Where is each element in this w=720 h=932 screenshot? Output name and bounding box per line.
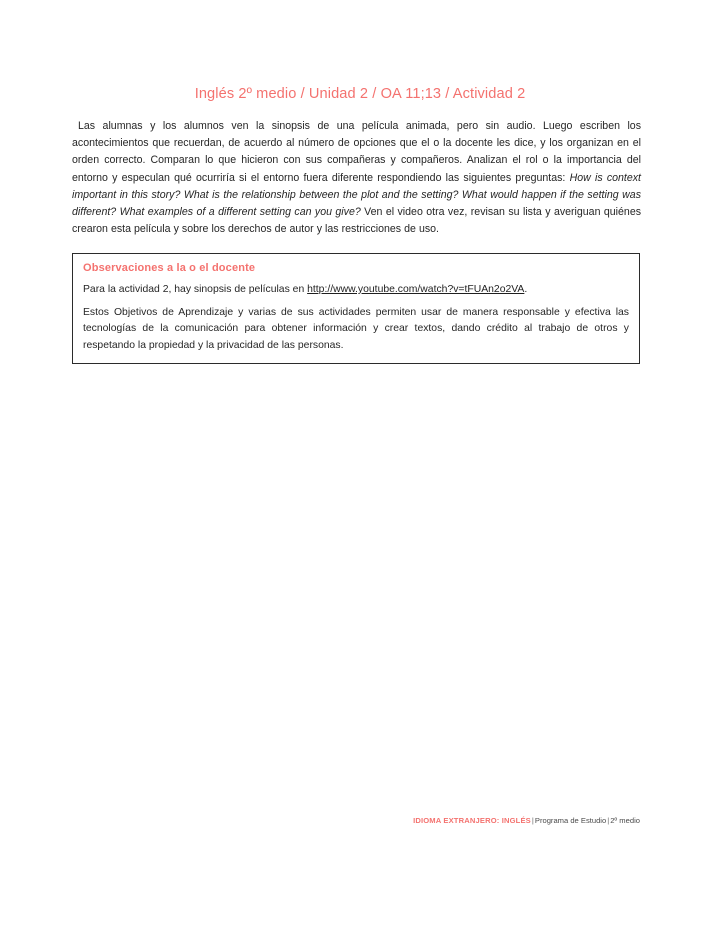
activity-body: [72, 118, 641, 238]
footer-separator-2: |: [607, 816, 610, 825]
observations-box: [72, 253, 640, 364]
activity-text-part-2: Ven el video otra vez, revisan su lista y averiguan quiénes crearon esta película y sobre los derechos de autor y las restricciones de uso.: [72, 206, 642, 236]
observations-paragraph-1: [83, 282, 629, 298]
page-footer: [0, 815, 720, 826]
footer-level: 2º medio: [610, 816, 640, 825]
footer-subject: IDIOMA EXTRANJERO: INGLÉS: [413, 816, 531, 825]
footer-program: Programa de Estudio: [534, 816, 607, 825]
youtube-link[interactable]: http://www.youtube.com/watch?v=tFUAn2o2VA: [307, 284, 525, 295]
observations-link-suffix: .: [524, 284, 528, 295]
observations-paragraph-2: Estos Objetivos de Aprendizaje y varias de sus actividades permiten usar de manera responsable y efectiva las tecnologías de la comunicación para obtener información y crear textos, dando crédito al trabajo de otros y respetando la propiedad y la privacidad de las personas.: [83, 307, 629, 351]
observations-heading: Observaciones a la o el docente: [83, 262, 256, 274]
activity-english-questions: How is context important in this story? What is the relationship between the plot and the setting? What would happen if the setting was different? What examples of a different setting can you give?: [72, 171, 641, 219]
activity-text-part-1: Las alumnas y los alumnos ven la sinopsis de una película animada, pero sin audio. Luego escriben los acontecimientos que recuerdan, de acuerdo al número de opciones que el o la docente les dice, y los organizan en el orden correcto. Comparan lo que hicieron con sus compañeras y compañeros. Analizan el rol o la importancia del entorno y especulan qué ocurriría si el entorno fuera diferente respondiendo las siguientes preguntas:: [72, 120, 641, 184]
footer-separator-1: |: [531, 816, 534, 825]
observations-link-prefix: Para la actividad 2, hay sinopsis de películas en: [83, 284, 308, 295]
page-title: Inglés 2º medio / Unidad 2 / OA 11;13 / Actividad 2: [194, 86, 526, 102]
activity-paragraph: [72, 118, 641, 238]
